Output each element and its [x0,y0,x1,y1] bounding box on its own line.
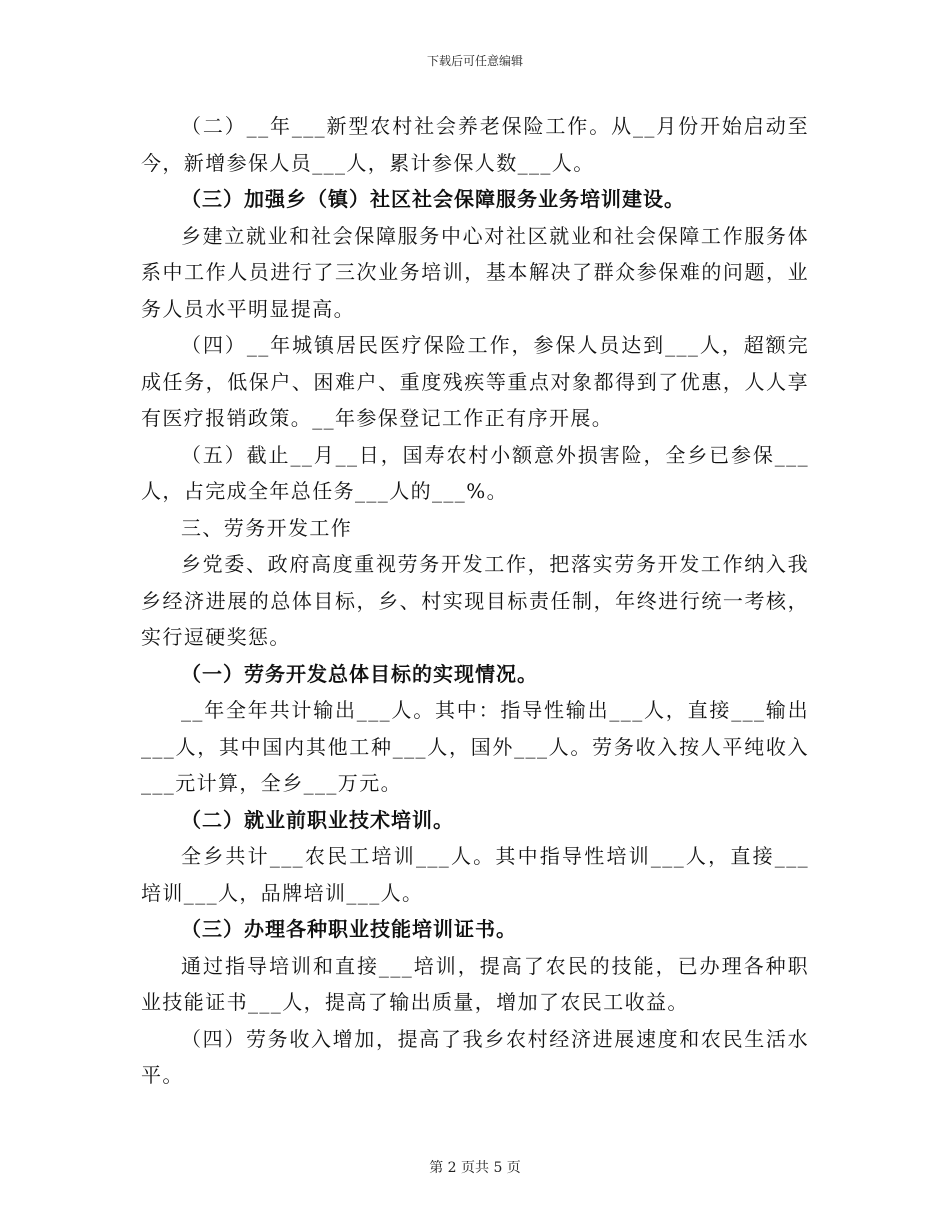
paragraph-labor-policy: 乡党委、政府高度重视劳务开发工作，把落实劳务开发工作纳入我乡经济进展的总体目标，乡、村实现目标责任制，年终进行统一考核，实行逗硬奖惩。 [141,552,809,649]
paragraph-income-increase: （四）劳务收入增加，提高了我乡农村经济进展速度和农民生活水平。 [141,1026,809,1087]
page-number: 第 2 页共 5 页 [429,1160,521,1176]
paragraph-accident-insurance: （五）截止__月__日，国寿农村小额意外损害险，全乡已参保___人，占完成全年总任务___人的___%。 [141,442,809,503]
paragraph-medical-insurance: （四）__年城镇居民医疗保险工作，参保人员达到___人，超额完成任务，低保户、困难户、重度残疾等重点对象都得到了优惠，人人享有医疗报销政策。__年参保登记工作正有序开展。 [141,333,809,430]
paragraph-labor-output: __年全年共计输出___人。其中：指导性输出___人，直接___输出___人，其中国内其他工种___人，国外___人。劳务收入按人平纯收入___元计算，全乡___万元。 [141,698,809,795]
heading-vocational-training: （二）就业前职业技术培训。 [181,807,454,832]
heading-labor-goals: （一）劳务开发总体目标的实现情况。 [181,661,538,686]
heading-service-training: （三）加强乡（镇）社区社会保障服务业务培训建设。 [181,187,685,211]
paragraph-pension-insurance: （二）__年___新型农村社会养老保险工作。从__月份开始启动至今，新增参保人员___人，累计参保人数___人。 [141,114,809,175]
paragraph-certificates: 通过指导培训和直接___培训，提高了农民的技能，已办理各种职业技能证书___人，提高了输出质量，增加了农民工收益。 [141,953,809,1014]
heading-certificates: （三）办理各种职业技能培训证书。 [181,917,517,941]
page-header: 下载后可任意编辑 [426,54,523,68]
paragraph-training-stats: 全乡共计___农民工培训___人。其中指导性培训___人，直接___培训___人，品牌培训___人。 [141,844,809,905]
paragraph-service-center: 乡建立就业和社会保障服务中心对社区就业和社会保障工作服务体系中工作人员进行了三次业务培训，基本解决了群众参保难的问题，业务人员水平明显提高。 [141,223,809,321]
heading-labor-development: 三、劳务开发工作 [181,515,353,540]
document-body [141,108,809,1094]
